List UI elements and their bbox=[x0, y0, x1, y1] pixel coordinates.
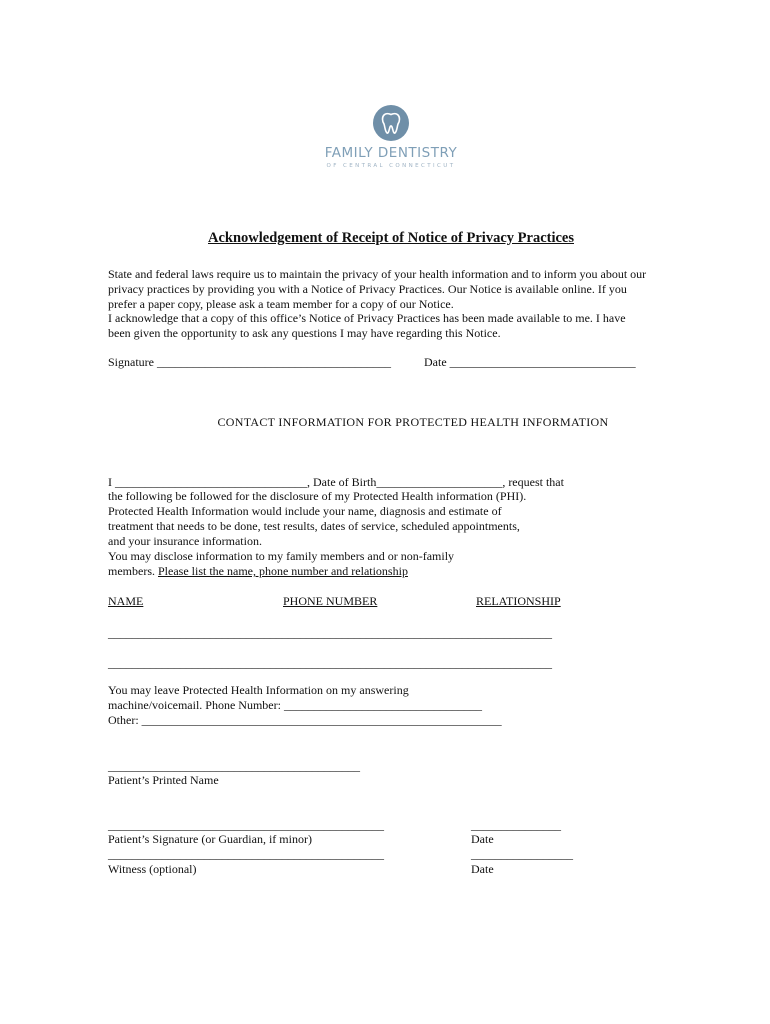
witness-date-field[interactable]: _________________ bbox=[471, 847, 573, 861]
patient-signature-date-label: Date bbox=[471, 832, 494, 846]
relationship-column-header: RELATIONSHIP bbox=[476, 594, 561, 608]
request-line-5: and your insurance information. bbox=[108, 534, 262, 548]
request-last-prefix: members. bbox=[108, 564, 158, 578]
printed-name-label: Patient’s Printed Name bbox=[108, 773, 219, 787]
tooth-icon bbox=[373, 105, 409, 141]
patient-signature-field[interactable]: ______________________________________________ bbox=[108, 818, 384, 832]
document-title: Acknowledgement of Receipt of Notice of Privacy Practices bbox=[208, 230, 574, 246]
intro-line-5: been given the opportunity to ask any questions I may have regarding this Notice. bbox=[108, 326, 501, 340]
witness-signature-field[interactable]: ______________________________________________ bbox=[108, 847, 384, 861]
contact-entry-line-2[interactable]: __________________________________________________________________________ bbox=[108, 656, 552, 670]
voicemail-other-field[interactable]: Other: ____________________________________________________________ bbox=[108, 713, 502, 727]
phone-column-header: PHONE NUMBER bbox=[283, 594, 378, 608]
request-instruction: Please list the name, phone number and relationship bbox=[158, 564, 408, 578]
contact-heading: CONTACT INFORMATION FOR PROTECTED HEALTH INFORMATION bbox=[217, 415, 609, 429]
voicemail-line-1: You may leave Protected Health Information on my answering bbox=[108, 683, 409, 697]
signature-field[interactable]: Signature _______________________________________ bbox=[108, 355, 391, 369]
contact-entry-line-1[interactable]: __________________________________________________________________________ bbox=[108, 626, 552, 640]
request-line-6: You may disclose information to my family members and or non-family bbox=[108, 549, 455, 563]
request-line-3: Protected Health Information would include your name, diagnosis and estimate of bbox=[108, 504, 502, 518]
logo-name: FAMILY DENTISTRY bbox=[324, 145, 458, 161]
request-line-name-dob[interactable]: I ________________________________, Date of Birth_____________________, request that bbox=[108, 475, 564, 489]
witness-label: Witness (optional) bbox=[108, 862, 197, 876]
patient-signature-date-field[interactable]: _______________ bbox=[471, 818, 561, 832]
name-column-header: NAME bbox=[108, 594, 144, 608]
intro-line-2: privacy practices by providing you with a Notice of Privacy Practices. Our Notice is available online. If you bbox=[108, 282, 627, 296]
printed-name-field[interactable]: __________________________________________ bbox=[108, 759, 360, 773]
request-line-2: the following be followed for the disclosure of my Protected Health information (PHI). bbox=[108, 489, 527, 503]
signature-date-field[interactable]: Date _______________________________ bbox=[424, 355, 636, 369]
intro-line-1: State and federal laws require us to maintain the privacy of your health information and to inform you about our bbox=[108, 267, 647, 281]
logo-subtitle: OF CENTRAL CONNECTICUT bbox=[326, 163, 456, 169]
voicemail-phone-field[interactable]: machine/voicemail. Phone Number: _________________________________ bbox=[108, 698, 482, 712]
request-line-4: treatment that needs to be done, test results, dates of service, scheduled appointments, bbox=[108, 519, 520, 533]
intro-line-4: I acknowledge that a copy of this office’s Notice of Privacy Practices has been made available to me. I have bbox=[108, 311, 626, 325]
witness-date-label: Date bbox=[471, 862, 494, 876]
intro-line-3: prefer a paper copy, please ask a team member for a copy of our Notice. bbox=[108, 297, 454, 311]
request-line-7 bbox=[108, 564, 408, 579]
patient-signature-label: Patient’s Signature (or Guardian, if minor) bbox=[108, 832, 312, 846]
practice-logo bbox=[300, 102, 482, 172]
